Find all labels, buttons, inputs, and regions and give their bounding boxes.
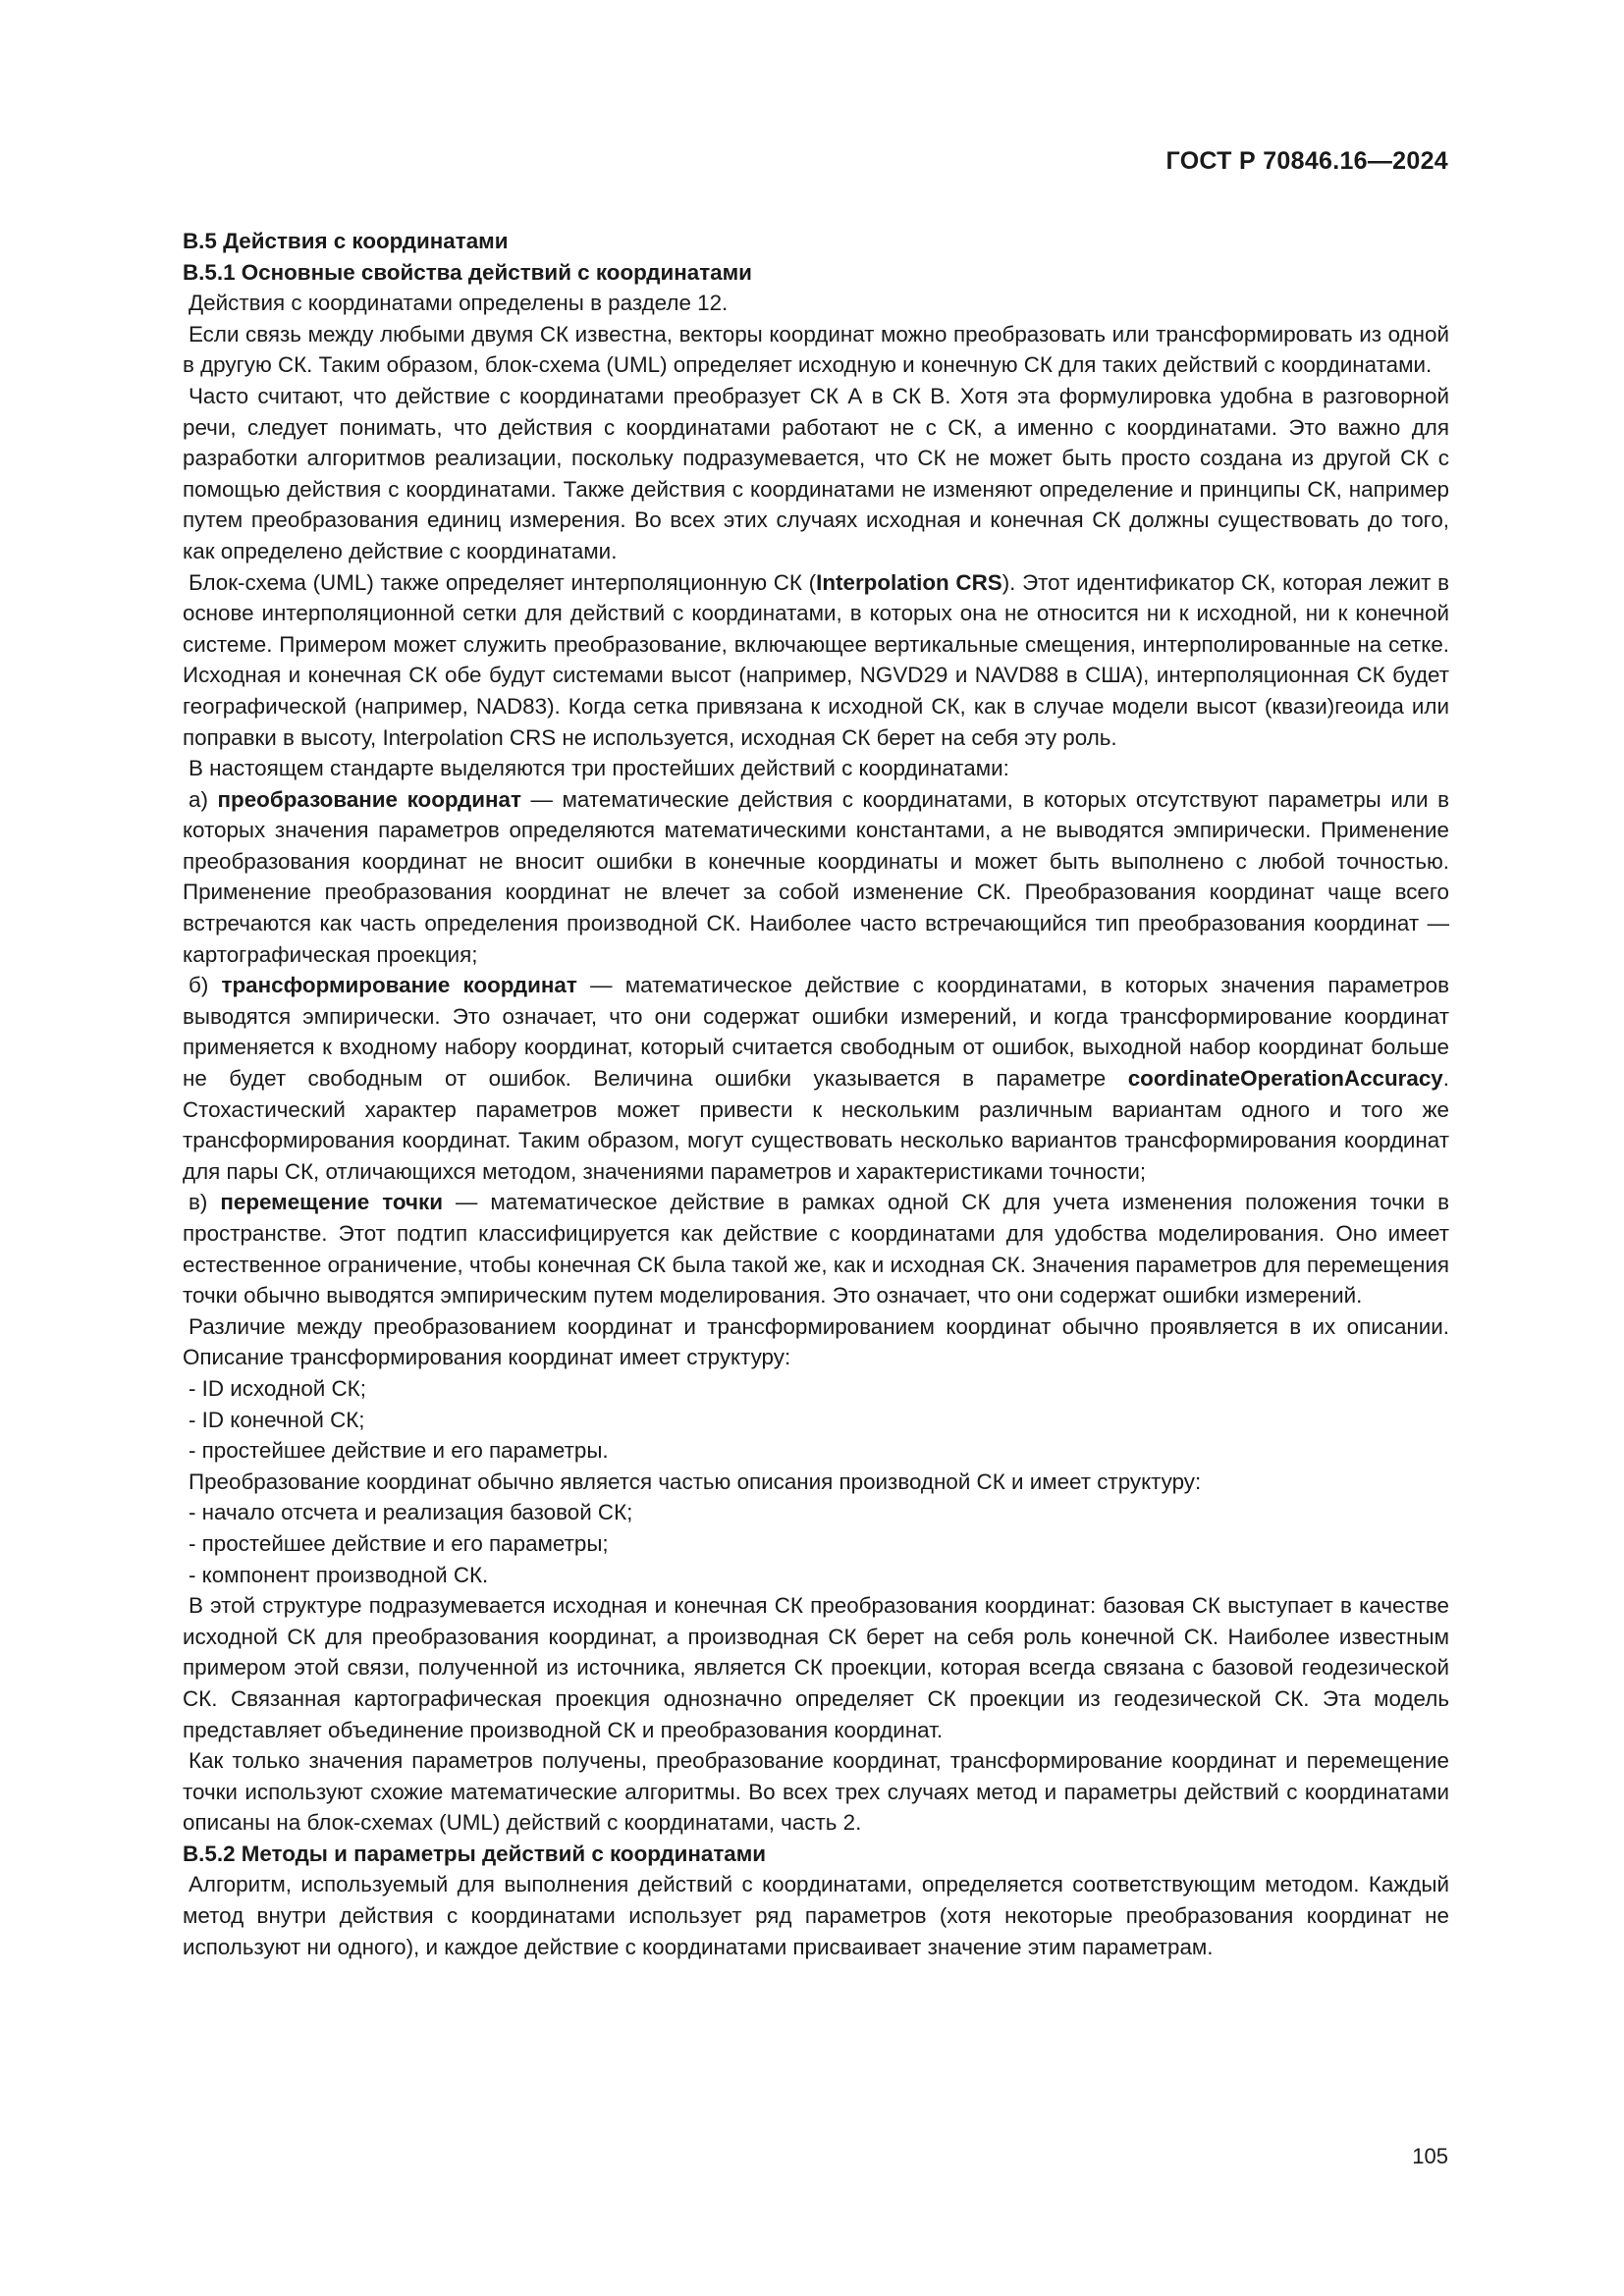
dash-list-item: - простейшее действие и его параметры. (189, 1438, 609, 1464)
paragraph: Алгоритм, используемый для выполнения действий с координатами, определяется соответствующим методом. Каждый метод внутри действия с координатами использует ряд параметров (хотя некоторые преобразования координат не используют ни одного), и каждое действие с координатами присваивает значение этим параметрам. (183, 1872, 1449, 1959)
paragraph: Если связь между любыми двумя СК известна, векторы координат можно преобразовать или трансформировать из одной в другую СК. Таким образом, блок-схема (UML) определяет исходную и конечную СК для таких действий с координатами. (183, 321, 1449, 378)
list-item-c (183, 1187, 1449, 1310)
dash-list-item: - компонент производной СК. (189, 1562, 489, 1587)
dash-list-item: - начало отсчета и реализация базовой СК; (189, 1500, 633, 1525)
term-coordinate-operation-accuracy: coordinateOperationAccuracy (1127, 1066, 1443, 1092)
text-run: — математические действия с координатами, в которых отсутствуют параметры или в которых значения параметров определяются математическими константами, а не выводятся эмпирически. Применение преобразования координат не вносит ошибки в конечные координаты и может быть выполнено с любой точностью. Применение преобразования координат не влечет за собой изменение СК. Преобразования координат чаще всего встречаются как часть определения производной СК. Наиболее часто встречающийся тип преобразования координат — картографическая проекция; (183, 786, 1449, 967)
term-interpolation-crs: Interpolation CRS (816, 569, 1002, 595)
text-run: . Стохастический характер параметров может привести к нескольким различным вариантам одного и того же трансформирования координат. Таким образом, могут существовать несколько вариантов трансформирования координат для пары СК, отличающихся методом, значениями параметров и характеристиками точности; (183, 1066, 1449, 1184)
dash-list-item: - простейшее действие и его параметры; (189, 1530, 609, 1556)
paragraph: Различие между преобразованием координат и трансформированием координат обычно проявляется в их описании. Описание трансформирования координат имеет структуру: (183, 1313, 1449, 1370)
paragraph: В настоящем стандарте выделяются три простейших действий с координатами: (189, 756, 1009, 781)
list-marker: б) (189, 973, 209, 998)
dash-list-item: - ID исходной СК; (189, 1375, 366, 1401)
paragraph: В этой структуре подразумевается исходная и конечная СК преобразования координат: базовая СК выступает в качестве исходной СК для преобразования координат, а производная СК берет на себя роль конечной СК. Наиболее известным примером этой связи, полученной из источника, является СК проекции, которая всегда связана с базовой геодезической СК. Связанная картографическая проекция однозначно определяет СК проекции из геодезической СК. Эта модель представляет объединение производной СК и преобразования координат. (183, 1593, 1449, 1742)
document-code-header: ГОСТ Р 70846.16—2024 (1165, 147, 1448, 175)
paragraph-interpolation-crs (183, 567, 1449, 754)
page-content (183, 226, 1449, 1962)
text-run: ). Этот идентификатор СК, которая лежит в основе интерполяционной сетки для действий с координатами, в которых она не относится ни к исходной, ни к конечной системе. Примером может служить преобразование, включающее вертикальные смещения, интерполированные на сетке. Исходная и конечная СК обе будут системами высот (например, NGVD29 и NAVD88 в США), интерполяционная СК будет географической (например, NAD83). Когда сетка привязана к исходной СК, как в случае модели высот (квази)геоида или поправки в высоту, Interpolation CRS не используется, исходная СК берет на себя эту роль. (183, 569, 1449, 750)
paragraph: Часто считают, что действие с координатами преобразует СК А в СК В. Хотя эта формулировка удобна в разговорной речи, следует понимать, что действия с координатами работают не с СК, а именно с координатами. Это важно для разработки алгоритмов реализации, поскольку подразумевается, что СК не может быть просто создана из другой СК с помощью действия с координатами. Также действия с координатами не изменяют определение и принципы СК, например путем преобразования единиц измерения. Во всех этих случаях исходная и конечная СК должны существовать до того, как определено действие с координатами. (183, 383, 1449, 563)
paragraph: Действия с координатами определены в разделе 12. (189, 291, 729, 316)
subsection-title-b51: В.5.1 Основные свойства действий с координатами (183, 259, 752, 285)
term-coordinate-transformation: трансформирование координат (221, 973, 577, 998)
text-run: Блок-схема (UML) также определяет интерполяционную СК ( (189, 569, 817, 595)
text-run: — математическое действие с координатами, в которых значения параметров выводятся эмпирически. Это означает, что они содержат ошибки измерений, и когда трансформирование координат применяется к входному набору координат, который считается свободным от ошибок, выходной набор координат больше не будет свободным от ошибок. Величина ошибки указывается в параметре (183, 973, 1449, 1092)
paragraph: Преобразование координат обычно является частью описания производной СК и имеет структуру: (189, 1468, 1202, 1494)
text-run: — математическое действие в рамках одной СК для учета изменения положения точки в пространстве. Этот подтип классифицируется как действие с координатами для удобства моделирования. Оно имеет естественное ограничение, чтобы конечная СК была такой же, как и исходная СК. Значения параметров для перемещения точки обычно выводятся эмпирическим путем моделирования. Это означает, что они содержат ошибки измерений. (183, 1190, 1449, 1308)
section-title-b5: В.5 Действия с координатами (183, 229, 509, 253)
list-item-b (183, 970, 1449, 1187)
page-number: 105 (1412, 2144, 1448, 2168)
list-marker: в) (189, 1190, 208, 1215)
term-coordinate-conversion: преобразование координат (217, 786, 521, 812)
term-point-motion: перемещение точки (220, 1190, 443, 1215)
list-item-a (183, 784, 1449, 971)
list-marker: а) (189, 786, 208, 812)
paragraph: Как только значения параметров получены, преобразование координат, трансформирование координат и перемещение точки используют схожие математические алгоритмы. Во всех трех случаях метод и параметры действий с координатами описаны на блок-схемах (UML) действий с координатами, часть 2. (183, 1748, 1449, 1836)
dash-list-item: - ID конечной СК; (189, 1407, 365, 1432)
subsection-title-b52: В.5.2 Методы и параметры действий с координатами (183, 1841, 767, 1866)
